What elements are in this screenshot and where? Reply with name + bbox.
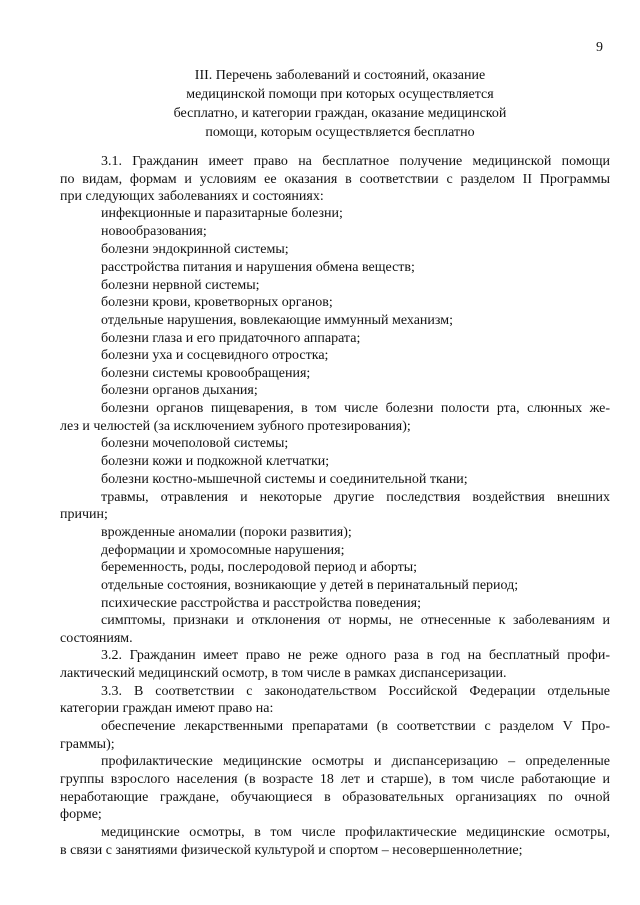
list-item: симптомы, признаки и отклонения от нормы, не отнесенные к заболеваниям и [101,613,610,628]
list-item: лез и челюстей (за исключением зубного протезирования); [60,419,411,434]
list-item: беременность, роды, послеродовой период и аборты; [101,560,418,575]
heading-line: III. Перечень заболеваний и состояний, оказание [194,68,486,83]
list-item: болезни органов дыхания; [101,383,258,398]
list-item: болезни крови, кроветворных органов; [101,295,333,310]
list-item: деформации и хромосомные нарушения; [101,543,345,558]
page-number: 9 [596,40,603,55]
list-item: в связи с занятиями физической культурой и спортом – несовершеннолетние; [60,843,523,858]
list-item: отдельные состояния, возникающие у детей в перинатальный период; [101,578,519,593]
list-item: причин; [60,507,108,522]
list-item: болезни нервной системы; [101,278,260,293]
list-item: травмы, отравления и некоторые другие последствия воздействия внешних [101,490,610,505]
text-line: 3.1. Гражданин имеет право на бесплатное получение медицинской помощи [101,154,610,169]
heading-line: помощи, которым осуществляется бесплатно [205,125,475,140]
list-item: неработающие граждане, обучающиеся в образовательных организациях по очной [60,790,610,805]
list-item: болезни органов пищеварения, в том числе болезни полости рта, слюнных же- [101,401,610,416]
list-item: болезни кожи и подкожной клетчатки; [101,454,330,469]
list-item: врожденные аномалии (пороки развития); [101,525,352,540]
text-line: по видам, формам и условиям ее оказания в соответствии с разделом II Программы [60,172,610,187]
heading-line: медицинской помощи при которых осуществляется [186,87,494,102]
text-line: 3.3. В соответствии с законодательством Российской Федерации отдельные [101,684,610,699]
list-item: болезни костно-мышечной системы и соединительной ткани; [101,472,468,487]
text-line: категории граждан имеют право на: [60,701,274,716]
list-item: обеспечение лекарственными препаратами (в соответствии с разделом V Про- [101,719,610,734]
list-item: новообразования; [101,224,207,239]
list-item: болезни эндокринной системы; [101,242,289,257]
heading-line: бесплатно, и категории граждан, оказание медицинской [173,106,507,121]
list-item: медицинские осмотры, в том числе профилактические медицинские осмотры, [101,825,610,840]
list-item: граммы); [60,737,115,752]
list-item: болезни глаза и его придаточного аппарата; [101,331,361,346]
list-item: состояниям. [60,631,133,646]
list-item: болезни мочеполовой системы; [101,436,289,451]
text-line: при следующих заболеваниях и состояниях: [60,189,324,204]
list-item: форме; [60,807,102,822]
list-item: психические расстройства и расстройства поведения; [101,596,421,611]
list-item: отдельные нарушения, вовлекающие иммунный механизм; [101,313,453,328]
list-item: группы взрослого населения (в возрасте 18 лет и старше), в том числе работающие и [60,772,610,787]
list-item: расстройства питания и нарушения обмена веществ; [101,260,415,275]
list-item: болезни системы кровообращения; [101,366,311,381]
text-line: 3.2. Гражданин имеет право не реже одного раза в год на бесплатный профи- [101,648,610,663]
text-line: лактический медицинский осмотр, в том числе в рамках диспансеризации. [60,666,507,681]
list-item: болезни уха и сосцевидного отростка; [101,348,329,363]
list-item: инфекционные и паразитарные болезни; [101,206,343,221]
list-item: профилактические медицинские осмотры и диспансеризацию – определенные [101,754,610,769]
